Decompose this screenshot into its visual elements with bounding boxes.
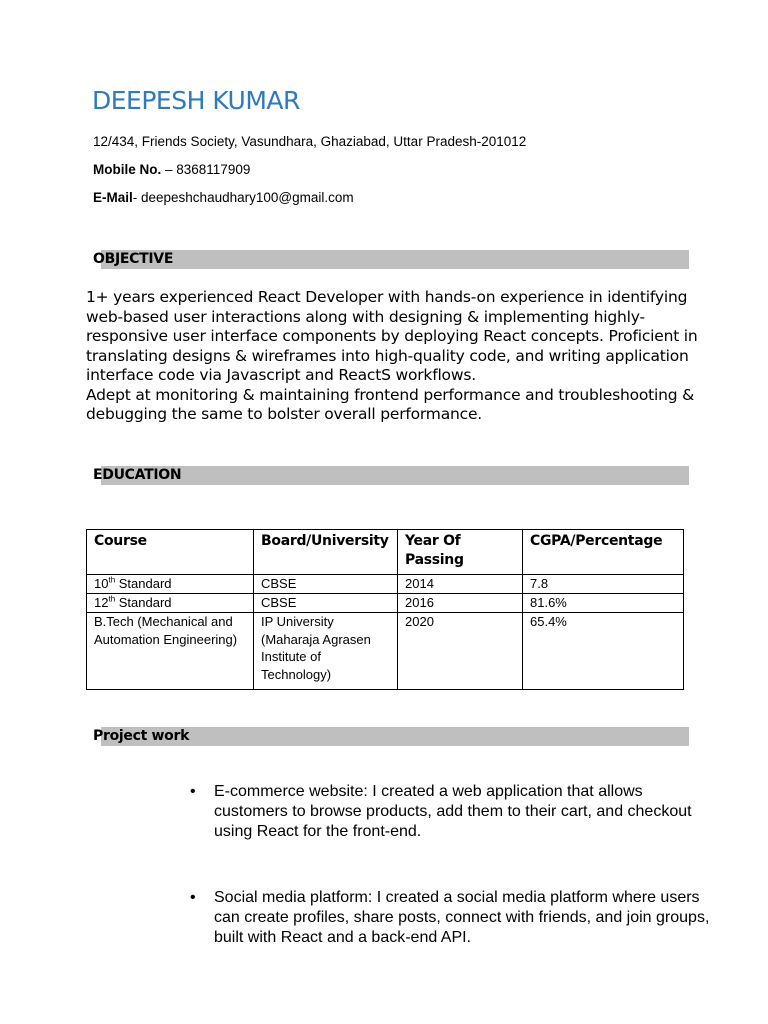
cell-board: IP University (Maharaja Agrasen Institute of Technology) xyxy=(254,613,398,690)
objective-paragraph-1: 1+ years experienced React Developer with hands-on experience in identifying web-based user interactions along with designing & implementing highly-responsive user interface components by deploying React concepts. Proficient in translating designs & wireframes into high-quality code, and writing application interface code via Javascript and ReactS workflows. xyxy=(86,288,698,384)
cell-year: 2016 xyxy=(398,594,523,613)
table-row xyxy=(87,575,684,594)
address-text: 12/434, Friends Society, Vasundhara, Ghaziabad, Uttar Pradesh-201012 xyxy=(93,134,527,149)
projects-heading-title: Project work xyxy=(93,728,190,744)
mobile-label: Mobile No. xyxy=(93,162,162,177)
header-year: Year Of Passing xyxy=(398,530,523,575)
objective-paragraph-2: Adept at monitoring & maintaining frontend performance and troubleshooting & debugging the same to bolster overall performance. xyxy=(86,385,695,423)
cell-board: CBSE xyxy=(254,594,398,613)
project-item-text: Social media platform: I created a social media platform where users can create profiles, share posts, connect with friends, and join groups, built with React and a back-end API. xyxy=(214,889,710,946)
bullet-icon: • xyxy=(190,889,196,906)
header-board: Board/University xyxy=(254,530,398,575)
address-line xyxy=(93,134,526,149)
objective-body xyxy=(86,288,706,425)
table-row xyxy=(87,594,684,613)
email-value: - deepeshchaudhary100@gmail.com xyxy=(132,190,354,205)
projects-heading-shade xyxy=(101,727,689,746)
objective-heading-title: OBJECTIVE xyxy=(93,251,174,267)
bullet-icon: • xyxy=(190,783,196,800)
list-item xyxy=(190,888,710,948)
cell-board: CBSE xyxy=(254,575,398,594)
education-heading-title: EDUCATION xyxy=(93,467,182,483)
email-line xyxy=(93,190,354,205)
cell-course: B.Tech (Mechanical and Automation Engineering) xyxy=(87,613,254,690)
mobile-line xyxy=(93,162,250,177)
cell-course: 12th Standard xyxy=(87,594,254,613)
cell-score: 65.4% xyxy=(523,613,684,690)
cell-year: 2020 xyxy=(398,613,523,690)
cell-year: 2014 xyxy=(398,575,523,594)
email-label: E-Mail xyxy=(93,190,133,205)
candidate-name: DEEPESH KUMAR xyxy=(92,86,300,115)
education-table xyxy=(86,529,684,690)
objective-heading xyxy=(92,250,689,269)
cell-score: 81.6% xyxy=(523,594,684,613)
header-course: Course xyxy=(87,530,254,575)
education-heading-shade xyxy=(101,466,689,485)
header-score: CGPA/Percentage xyxy=(523,530,684,575)
table-row xyxy=(87,613,684,690)
projects-heading xyxy=(92,727,689,746)
cell-score: 7.8 xyxy=(523,575,684,594)
list-item xyxy=(190,782,710,842)
education-heading xyxy=(92,466,689,485)
mobile-value: – 8368117909 xyxy=(161,162,251,177)
project-item-text: E-commerce website: I created a web application that allows customers to browse products, add them to their cart, and checkout using React for the front-end. xyxy=(214,783,692,840)
education-table-header xyxy=(87,530,684,575)
cell-course: 10th Standard xyxy=(87,575,254,594)
objective-heading-shade xyxy=(101,250,689,269)
